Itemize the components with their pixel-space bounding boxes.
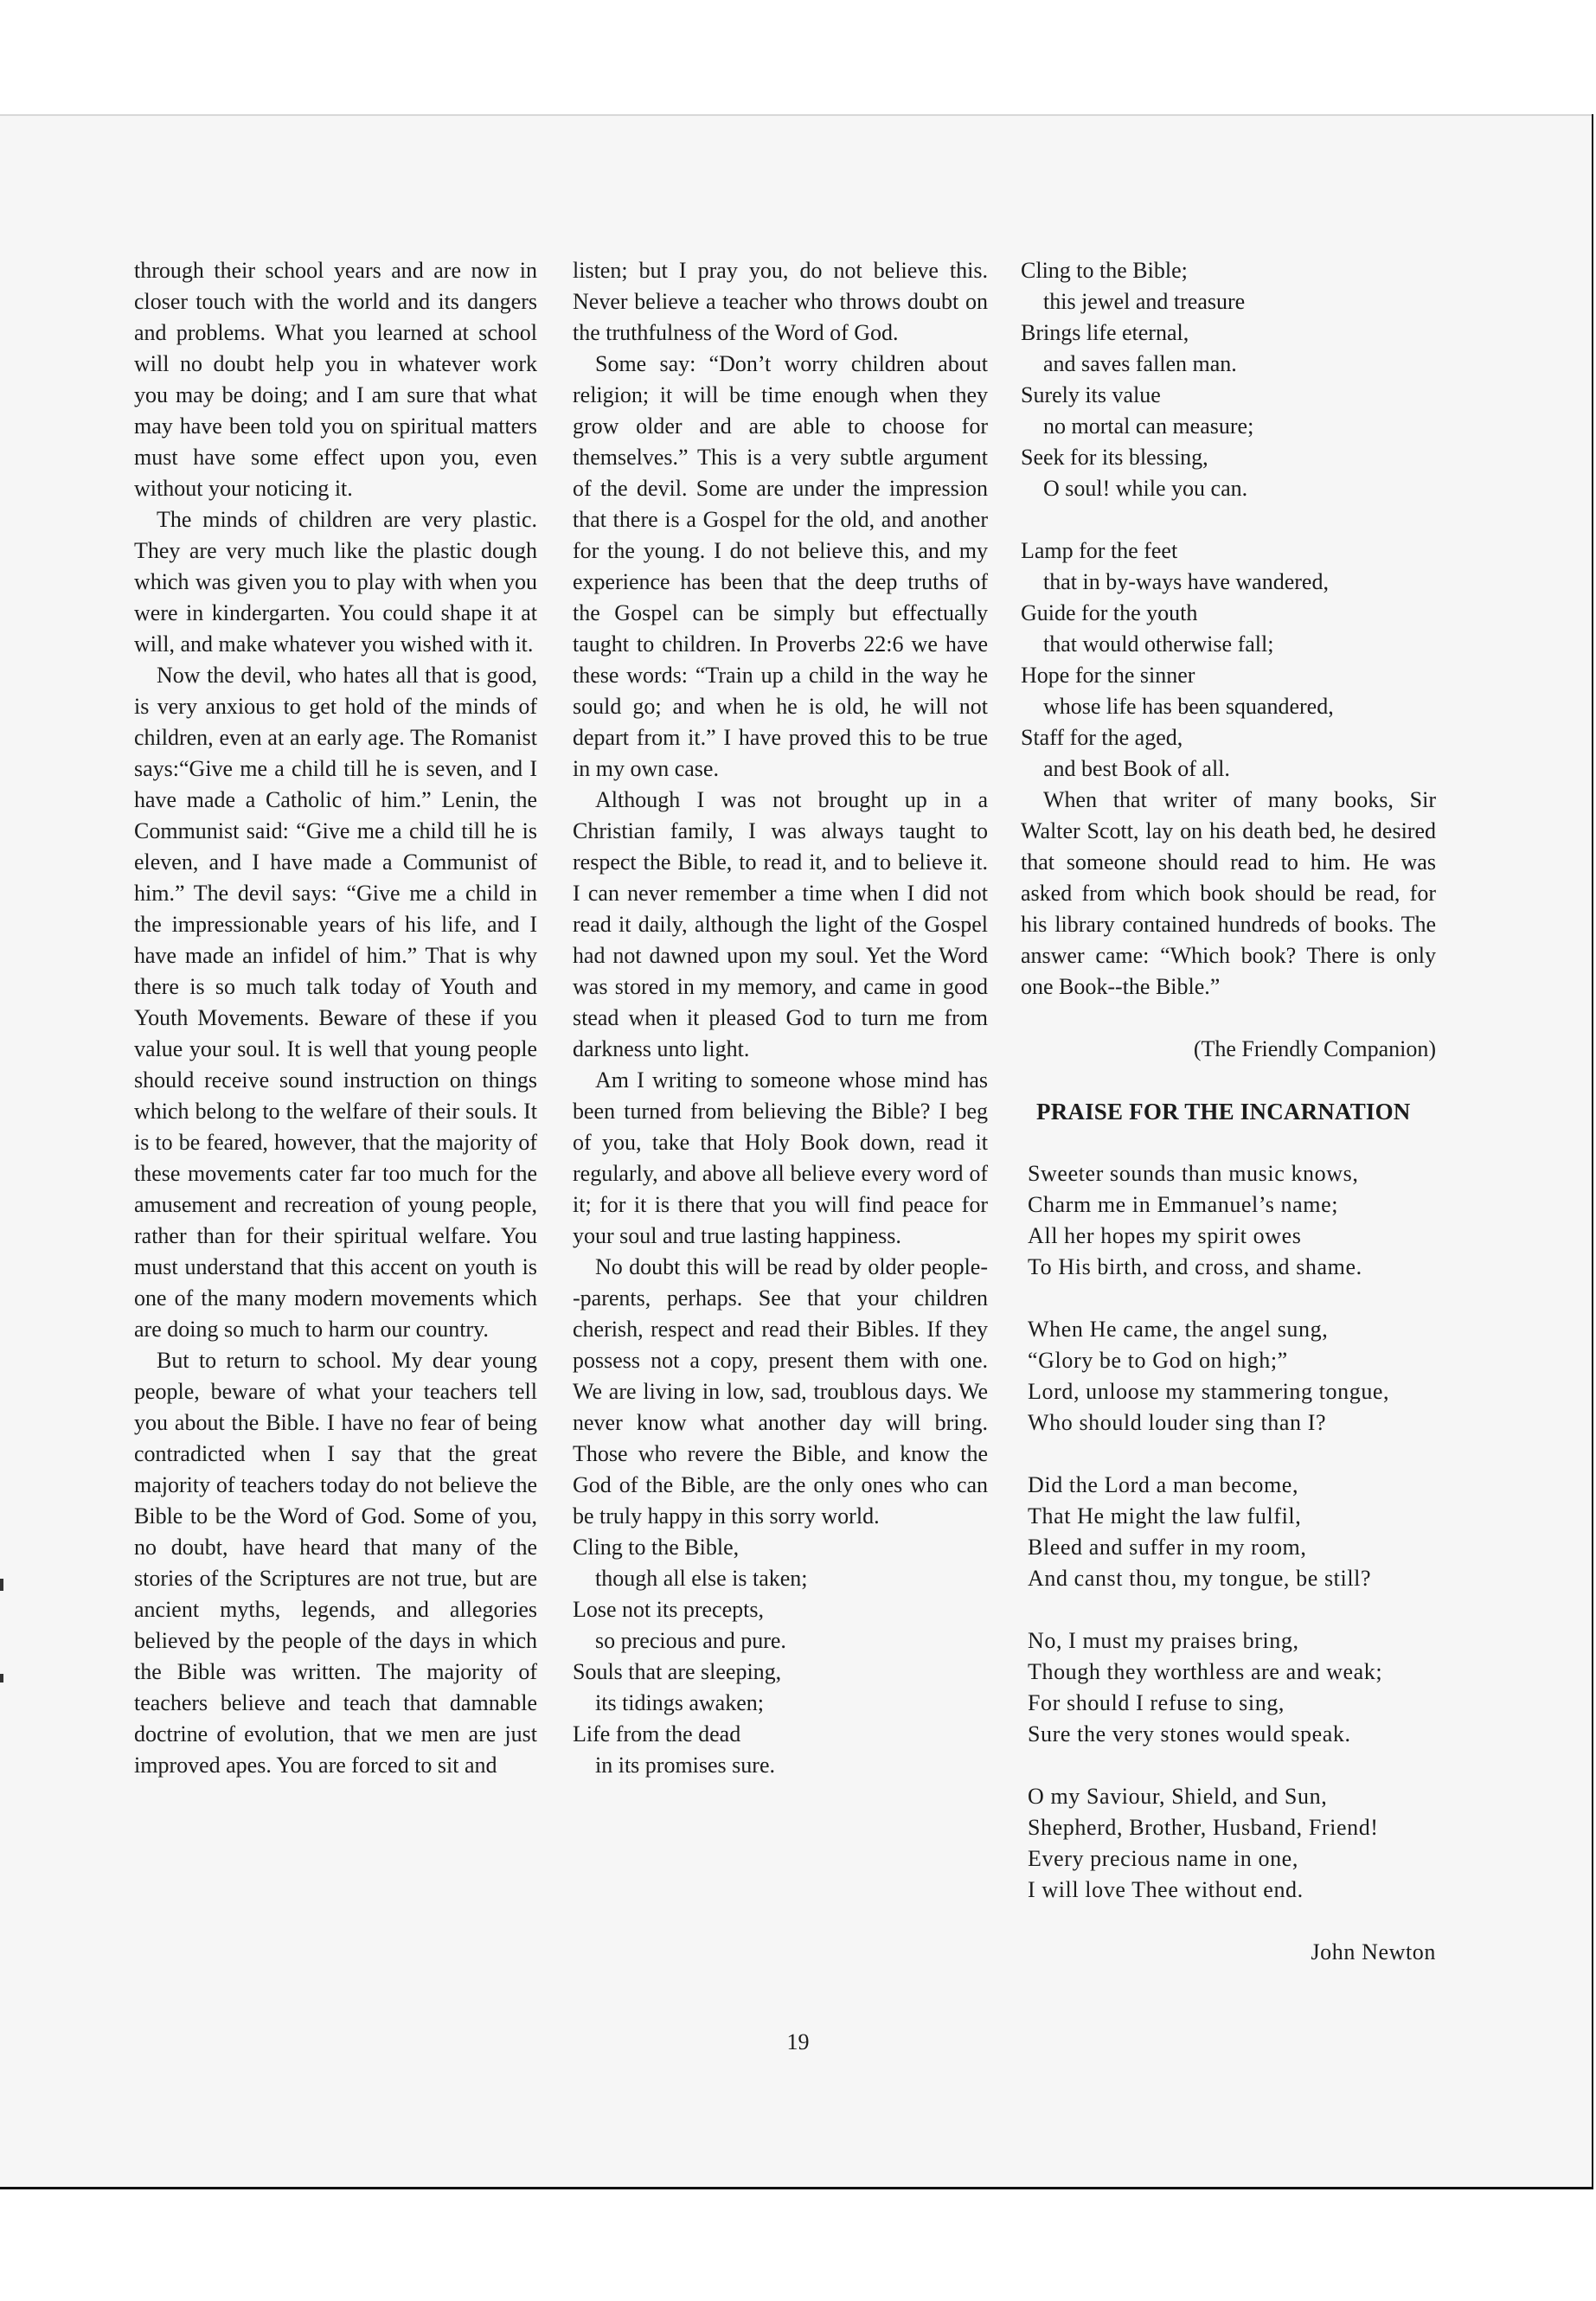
poem-line: that would otherwise fall; bbox=[1043, 631, 1274, 657]
poem-line: O soul! while you can. bbox=[1043, 476, 1248, 501]
hymn-line: No, I must my praises bring, bbox=[1028, 1628, 1299, 1653]
page-number: 19 bbox=[786, 2029, 810, 2054]
hymn-line: Shepherd, Brother, Husband, Friend! bbox=[1028, 1815, 1379, 1840]
column-right bbox=[1021, 255, 1436, 1968]
hymn-line: I will love Thee without end. bbox=[1028, 1877, 1304, 1902]
paragraph: No doubt this will be read by older people--parents, perhaps. See that your children cherish, respect and read their Bibles. If they possess not a copy, present them with one. We are living in low, sad, troublous days. We never know what another day will bring. Those who revere the Bible, and know the God of the Bible, are the only ones who can be truly happy in this sorry world. bbox=[573, 1254, 988, 1529]
hymn-line: Charm me in Emmanuel’s name; bbox=[1028, 1192, 1339, 1217]
poem-line: and best Book of all. bbox=[1043, 756, 1230, 781]
hymn-line: Bleed and suffer in my room, bbox=[1028, 1535, 1307, 1560]
poem-line: Lose not its precepts, bbox=[573, 1597, 764, 1622]
scan-mark bbox=[0, 1674, 3, 1682]
paragraph: listen; but I pray you, do not believe this. Never believe a teacher who throws doubt on the truthfulness of the Word of God. bbox=[573, 258, 988, 345]
paragraph: Although I was not brought up in a Christian family, I was always taught to respect the Bible, to read it, and to believe it. I can never remember a time when I did not read it daily, although the light of the Gospel had not dawned upon my soul. Yet the Word was stored in my memory, and came in good stead when it pleased God to turn me from darkness unto light. bbox=[573, 787, 988, 1061]
paragraph: But to return to school. My dear young people, beware of what your teachers tell you about the Bible. I have no fear of being contradicted when I say that the great majority of teachers today do not believe the Bible to be the Word of God. Some of you, no doubt, have heard that many of the stories of the Scriptures are not true, but are ancient myths, legends, and allegories believed by the people of the days in which the Bible was written. The majority of teachers believe and teach that damnable doctrine of evolution, that we men are just improved apes. You are forced to sit and bbox=[134, 1348, 537, 1778]
hymn-author: John Newton bbox=[1311, 1939, 1436, 1965]
hymn-line: Did the Lord a man become, bbox=[1028, 1472, 1299, 1497]
hymn-stanza bbox=[1028, 1158, 1436, 1283]
hymn-line: Though they worthless are and weak; bbox=[1028, 1659, 1383, 1684]
poem-line: Cling to the Bible, bbox=[573, 1535, 740, 1560]
hymn-line: For should I refuse to sing, bbox=[1028, 1690, 1285, 1715]
hymn-line: When He came, the angel sung, bbox=[1028, 1317, 1329, 1342]
hymn-line: Every precious name in one, bbox=[1028, 1846, 1298, 1871]
poem-line: Lamp for the feet bbox=[1021, 538, 1178, 563]
hymn-line: “Glory be to God on high;” bbox=[1028, 1348, 1288, 1373]
paragraph: When that writer of many books, Sir Walter Scott, lay on his death bed, he desired that someone should read to him. He was asked from which book should be read, for his library contained hundreds of books. The answer came: “Which book? There is only one Book--the Bible.” bbox=[1021, 787, 1436, 999]
poem-line: no mortal can measure; bbox=[1043, 413, 1254, 439]
poem-line: and saves fallen man. bbox=[1043, 351, 1237, 376]
hymn-stanza bbox=[1028, 1625, 1436, 1750]
poem-line: so precious and pure. bbox=[595, 1628, 786, 1653]
poem-line: Life from the dead bbox=[573, 1721, 741, 1747]
paragraph: Now the devil, who hates all that is good, is very anxious to get hold of the minds of children, even at an early age. The Romanist says:“Give me a child till he is seven, and I have made a Catholic of him.” Lenin, the Communist said: “Give me a child till he is eleven, and I have made a Communist of him.” The devil says: “Give me a child in the impressionable years of his life, and I have made an infidel of him.” That is why there is so much talk today of Youth and Youth Movements. Beware of these if you value your soul. It is well that young people should receive sound instruction on things which belong to the welfare of their souls. It is to be feared, however, that the majority of these movements cater far too much for the amusement and recreation of young people, rather than for their spiritual welfare. You must understand that this accent on youth is one of the many modern movements which are doing so much to harm our country. bbox=[134, 663, 537, 1342]
poem-stanza bbox=[1021, 535, 1436, 785]
paragraph: The minds of children are very plastic. They are very much like the plastic dough which was given you to play with when you were in kindergarten. You could shape it at will, and make whatever you wished with it. bbox=[134, 507, 537, 657]
poem-line: Staff for the aged, bbox=[1021, 725, 1183, 750]
hymn-title: PRAISE FOR THE INCARNATION bbox=[1036, 1099, 1411, 1125]
hymn-line: All her hopes my spirit owes bbox=[1028, 1223, 1302, 1248]
source-credit: (The Friendly Companion) bbox=[1193, 1036, 1436, 1061]
page-top-edge bbox=[0, 114, 1592, 116]
poem-line: Seek for its blessing, bbox=[1021, 445, 1208, 470]
hymn-line: O my Saviour, Shield, and Sun, bbox=[1028, 1784, 1328, 1809]
hymn-line: And canst thou, my tongue, be still? bbox=[1028, 1566, 1372, 1591]
hymn-stanza bbox=[1028, 1470, 1436, 1594]
hymn bbox=[1028, 1158, 1436, 1968]
scan-mark bbox=[0, 1579, 3, 1591]
paragraph: through their school years and are now in closer touch with the world and its dangers and problems. What you learned at school will no doubt help you in whatever work you may be doing; and I am sure that what may have been told you on spiritual matters must have some effect upon you, even without your noticing it. bbox=[134, 258, 537, 501]
hymn-stanza bbox=[1028, 1314, 1436, 1439]
poem-line: Souls that are sleeping, bbox=[573, 1659, 782, 1684]
poem-line: that in by-ways have wandered, bbox=[1043, 569, 1329, 594]
hymn-line: Lord, unloose my stammering tongue, bbox=[1028, 1379, 1390, 1404]
hymn-line: That He might the law fulfil, bbox=[1028, 1503, 1302, 1529]
poem-line: Cling to the Bible; bbox=[1021, 258, 1188, 283]
poem-line: Guide for the youth bbox=[1021, 600, 1198, 625]
hymn-line: To His birth, and cross, and shame. bbox=[1028, 1254, 1362, 1279]
hymn-line: Sweeter sounds than music knows, bbox=[1028, 1161, 1359, 1186]
poem-stanza bbox=[1021, 255, 1436, 504]
column-middle bbox=[573, 255, 988, 1781]
poem-line: whose life has been squandered, bbox=[1043, 694, 1334, 719]
hymn-line: Sure the very stones would speak. bbox=[1028, 1721, 1351, 1747]
poem-line: Hope for the sinner bbox=[1021, 663, 1195, 688]
paragraph: Am I writing to someone whose mind has been turned from believing the Bible? I beg of you, take that Holy Book down, read it regularly, and above all believe every word of it; for it is there that you will find peace for your soul and true lasting happiness. bbox=[573, 1067, 988, 1248]
paragraph: Some say: “Don’t worry children about religion; it will be time enough when they grow older and are able to choose for themselves.” This is a very subtle argument of the devil. Some are under the impression that there is a Gospel for the old, and another for the young. I do not believe this, and my experience has been that the deep truths of the Gospel can be simply but effectually taught to children. In Proverbs 22:6 we have these words: “Train up a child in the way he sould go; and when he is old, he will not depart from it.” I have proved this to be true in my own case. bbox=[573, 351, 988, 781]
poem-line: though all else is taken; bbox=[595, 1566, 808, 1591]
column-left bbox=[134, 255, 537, 1781]
poem-bible-verse bbox=[573, 1532, 988, 1781]
hymn-stanza bbox=[1028, 1781, 1436, 1906]
hymn-line: Who should louder sing than I? bbox=[1028, 1410, 1327, 1435]
poem-line: in its promises sure. bbox=[595, 1753, 775, 1778]
poem-line: Brings life eternal, bbox=[1021, 320, 1189, 345]
poem-line: its tidings awaken; bbox=[595, 1690, 764, 1715]
poem-line: this jewel and treasure bbox=[1043, 289, 1246, 314]
poem-line: Surely its value bbox=[1021, 382, 1161, 407]
